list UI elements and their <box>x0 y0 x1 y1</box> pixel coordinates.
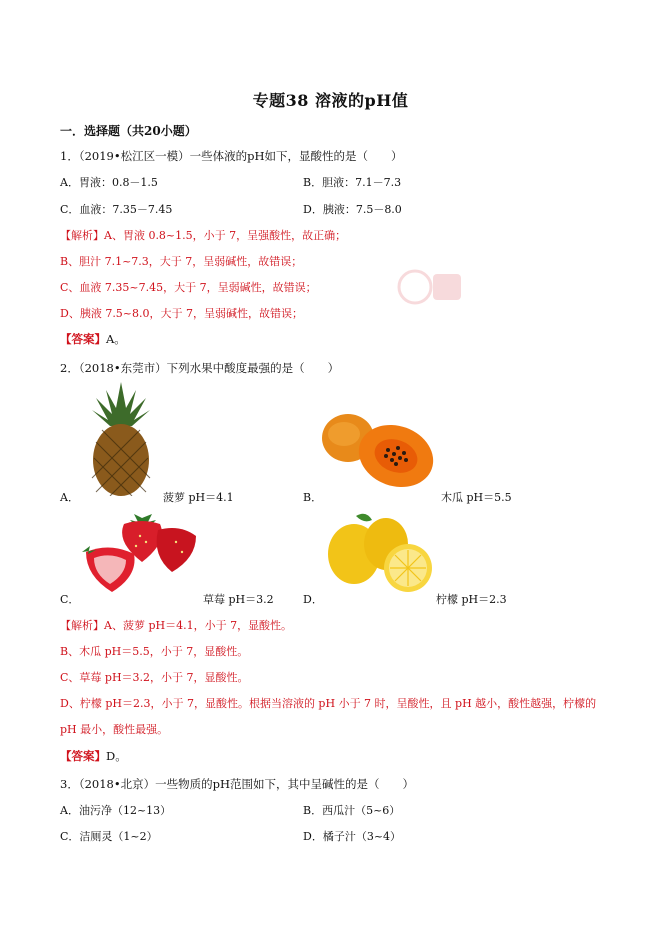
question-2-option-d-caption: 柠檬 pH＝2.3 <box>436 593 507 606</box>
page-title: 专题38 溶液的pH值 <box>252 91 409 110</box>
question-3-option-b: B．西瓜汁（5~6） <box>303 804 401 817</box>
question-2-option-b-caption: 木瓜 pH＝5.5 <box>441 491 512 504</box>
question-2-option-a-letter: A． <box>60 491 79 504</box>
pineapple-icon <box>88 380 154 496</box>
answer-label: 【答案】 <box>60 749 106 763</box>
question-1-option-a: A．胃液：0.8－1.5 <box>60 176 158 189</box>
question-1-answer <box>60 331 126 347</box>
lemon-icon <box>326 510 434 594</box>
strawberry-icon <box>80 512 200 596</box>
question-1-analysis-line-1: 【解析】A、胃液 0.8~1.5，小于 7，呈强酸性，故正确； <box>60 229 347 242</box>
question-1-option-c: C．血液：7.35－7.45 <box>60 203 173 216</box>
question-2-option-d-letter: D． <box>303 593 323 606</box>
papaya-icon <box>318 408 438 498</box>
answer-label: 【答案】 <box>60 332 106 346</box>
question-2-option-a-caption: 菠萝 pH＝4.1 <box>163 491 234 504</box>
answer-value: D。 <box>106 749 127 763</box>
answer-value: A。 <box>106 332 126 346</box>
question-2-stem: 2．（2018•东莞市）下列水果中酸度最强的是（ ） <box>60 361 340 375</box>
question-2-answer <box>60 748 127 764</box>
question-2-analysis-line-4: D、柠檬 pH＝2.3，小于 7，显酸性。根据当溶液的 pH 小于 7 时，呈酸性，且 pH 越小，酸性越强，柠檬的 <box>60 697 597 710</box>
question-1-stem: 1．（2019•松江区一模）一些体液的pH如下，显酸性的是（ ） <box>60 149 403 163</box>
question-1-option-d: D．胰液：7.5－8.0 <box>303 203 402 216</box>
question-2-analysis-line-5: pH 最小，酸性最强。 <box>60 723 169 736</box>
question-3-option-c: C．洁厕灵（1~2） <box>60 830 158 843</box>
question-3-stem: 3．（2018•北京）一些物质的pH范围如下，其中呈碱性的是（ ） <box>60 777 415 791</box>
section-heading: 一．选择题（共20小题） <box>60 124 197 138</box>
watermark-logo <box>395 262 465 312</box>
question-1-option-b: B．胆液：7.1－7.3 <box>303 176 402 189</box>
question-2-option-c-letter: C． <box>60 593 80 606</box>
question-3-option-d: D．橘子汁（3~4） <box>303 830 402 843</box>
question-2-analysis-line-3: C、草莓 pH＝3.2，小于 7，显酸性。 <box>60 671 249 684</box>
question-2-analysis-line-1: 【解析】A、菠萝 pH＝4.1，小于 7，显酸性。 <box>60 619 293 632</box>
question-3-option-a: A．油污净（12~13） <box>60 804 172 817</box>
question-2-option-b-letter: B． <box>303 491 323 504</box>
question-1-analysis-line-4: D、胰液 7.5~8.0，大于 7，呈弱碱性，故错误； <box>60 307 304 320</box>
question-1-analysis-line-3: C、血液 7.35~7.45，大于 7，呈弱碱性，故错误； <box>60 281 317 294</box>
question-1-analysis-line-2: B、胆汁 7.1~7.3，大于 7，呈弱碱性，故错误； <box>60 255 303 268</box>
question-2-analysis-line-2: B、木瓜 pH＝5.5，小于 7，显酸性。 <box>60 645 249 658</box>
question-2-option-c-caption: 草莓 pH＝3.2 <box>203 593 274 606</box>
